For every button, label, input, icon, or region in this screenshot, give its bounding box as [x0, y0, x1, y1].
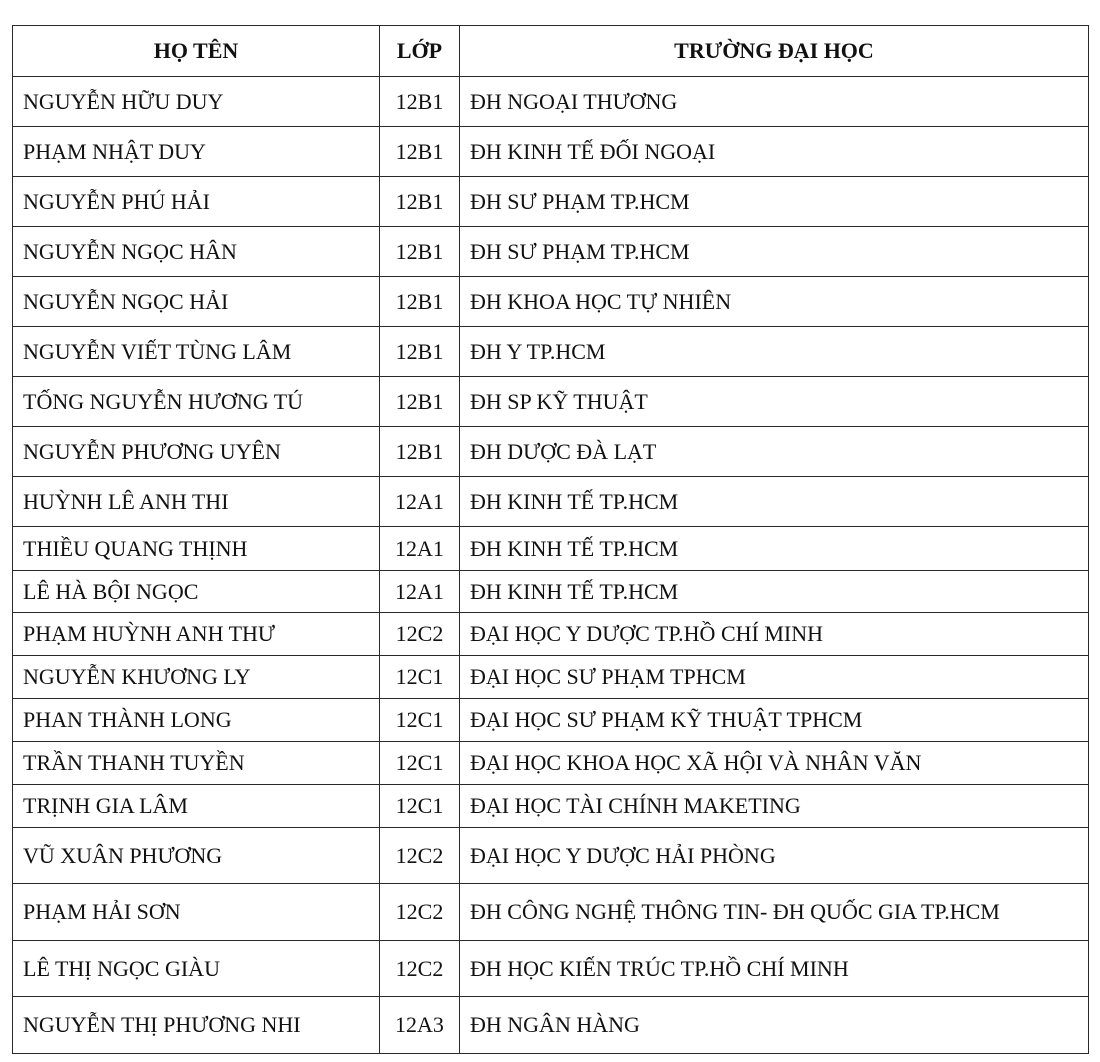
class-cell: 12B1: [380, 77, 460, 127]
class-cell: 12B1: [380, 277, 460, 327]
university-cell: ĐH KINH TẾ TP.HCM: [460, 477, 1089, 527]
table-row: [13, 77, 1089, 127]
student-name-cell: PHẠM HẢI SƠN: [13, 884, 380, 941]
table-row: [13, 377, 1089, 427]
class-cell: 12B1: [380, 327, 460, 377]
student-name-cell: NGUYỄN NGỌC HẢI: [13, 277, 380, 327]
university-cell: ĐH CÔNG NGHỆ THÔNG TIN- ĐH QUỐC GIA TP.HCM: [460, 884, 1089, 941]
class-cell: 12B1: [380, 177, 460, 227]
table-row: [13, 997, 1089, 1054]
table-row: [13, 884, 1089, 941]
university-cell: ĐH HỌC KIẾN TRÚC TP.HỒ CHÍ MINH: [460, 941, 1089, 997]
table-row: [13, 127, 1089, 177]
class-cell: 12A3: [380, 997, 460, 1054]
class-cell: 12C2: [380, 941, 460, 997]
student-name-cell: NGUYỄN KHƯƠNG LY: [13, 656, 380, 699]
student-name-cell: LÊ HÀ BỘI NGỌC: [13, 571, 380, 613]
student-name-cell: NGUYỄN HỮU DUY: [13, 77, 380, 127]
student-name-cell: THIỀU QUANG THỊNH: [13, 527, 380, 571]
class-cell: 12A1: [380, 527, 460, 571]
table-row: [13, 699, 1089, 742]
university-cell: ĐẠI HỌC Y DƯỢC HẢI PHÒNG: [460, 828, 1089, 884]
student-name-cell: PHẠM HUỲNH ANH THƯ: [13, 613, 380, 656]
class-cell: 12A1: [380, 477, 460, 527]
university-cell: ĐH SƯ PHẠM TP.HCM: [460, 177, 1089, 227]
class-cell: 12B1: [380, 227, 460, 277]
class-cell: 12C2: [380, 828, 460, 884]
header-class: LỚP: [380, 26, 460, 77]
table-row: [13, 571, 1089, 613]
university-cell: ĐẠI HỌC SƯ PHẠM KỸ THUẬT TPHCM: [460, 699, 1089, 742]
student-name-cell: PHẠM NHẬT DUY: [13, 127, 380, 177]
university-cell: ĐH NGÂN HÀNG: [460, 997, 1089, 1054]
table-row: [13, 656, 1089, 699]
table-row: [13, 613, 1089, 656]
header-name: HỌ TÊN: [13, 26, 380, 77]
table-row: [13, 828, 1089, 884]
student-name-cell: NGUYỄN NGỌC HÂN: [13, 227, 380, 277]
class-cell: 12C1: [380, 699, 460, 742]
class-cell: 12B1: [380, 427, 460, 477]
class-cell: 12C1: [380, 742, 460, 785]
class-cell: 12C2: [380, 613, 460, 656]
table-row: [13, 785, 1089, 828]
table-row: [13, 177, 1089, 227]
header-row: [13, 26, 1089, 77]
class-cell: 12C1: [380, 656, 460, 699]
class-cell: 12C1: [380, 785, 460, 828]
header-school: TRƯỜNG ĐẠI HỌC: [460, 26, 1089, 77]
university-cell: ĐH SP KỸ THUẬT: [460, 377, 1089, 427]
university-cell: ĐH KHOA HỌC TỰ NHIÊN: [460, 277, 1089, 327]
university-cell: ĐẠI HỌC KHOA HỌC XÃ HỘI VÀ NHÂN VĂN: [460, 742, 1089, 785]
student-name-cell: PHAN THÀNH LONG: [13, 699, 380, 742]
table-row: [13, 742, 1089, 785]
university-cell: ĐH Y TP.HCM: [460, 327, 1089, 377]
class-cell: 12C2: [380, 884, 460, 941]
class-cell: 12A1: [380, 571, 460, 613]
university-cell: ĐH SƯ PHẠM TP.HCM: [460, 227, 1089, 277]
university-cell: ĐH NGOẠI THƯƠNG: [460, 77, 1089, 127]
table-row: [13, 277, 1089, 327]
student-name-cell: HUỲNH LÊ ANH THI: [13, 477, 380, 527]
student-name-cell: VŨ XUÂN PHƯƠNG: [13, 828, 380, 884]
university-cell: ĐẠI HỌC Y DƯỢC TP.HỒ CHÍ MINH: [460, 613, 1089, 656]
table-row: [13, 227, 1089, 277]
class-cell: 12B1: [380, 377, 460, 427]
student-name-cell: NGUYỄN VIẾT TÙNG LÂM: [13, 327, 380, 377]
student-name-cell: TRỊNH GIA LÂM: [13, 785, 380, 828]
table-row: [13, 477, 1089, 527]
university-cell: ĐH KINH TẾ TP.HCM: [460, 527, 1089, 571]
university-cell: ĐH KINH TẾ ĐỐI NGOẠI: [460, 127, 1089, 177]
university-cell: ĐH KINH TẾ TP.HCM: [460, 571, 1089, 613]
table-row: [13, 427, 1089, 477]
university-cell: ĐẠI HỌC TÀI CHÍNH MAKETING: [460, 785, 1089, 828]
student-name-cell: NGUYỄN PHÚ HẢI: [13, 177, 380, 227]
table-row: [13, 527, 1089, 571]
table-row: [13, 327, 1089, 377]
university-cell: ĐH DƯỢC ĐÀ LẠT: [460, 427, 1089, 477]
student-name-cell: TỐNG NGUYỄN HƯƠNG TÚ: [13, 377, 380, 427]
university-cell: ĐẠI HỌC SƯ PHẠM TPHCM: [460, 656, 1089, 699]
student-name-cell: TRẦN THANH TUYỀN: [13, 742, 380, 785]
student-name-cell: NGUYỄN PHƯƠNG UYÊN: [13, 427, 380, 477]
table-row: [13, 941, 1089, 997]
university-admissions-table: [12, 25, 1089, 1054]
student-name-cell: NGUYỄN THỊ PHƯƠNG NHI: [13, 997, 380, 1054]
student-name-cell: LÊ THỊ NGỌC GIÀU: [13, 941, 380, 997]
class-cell: 12B1: [380, 127, 460, 177]
